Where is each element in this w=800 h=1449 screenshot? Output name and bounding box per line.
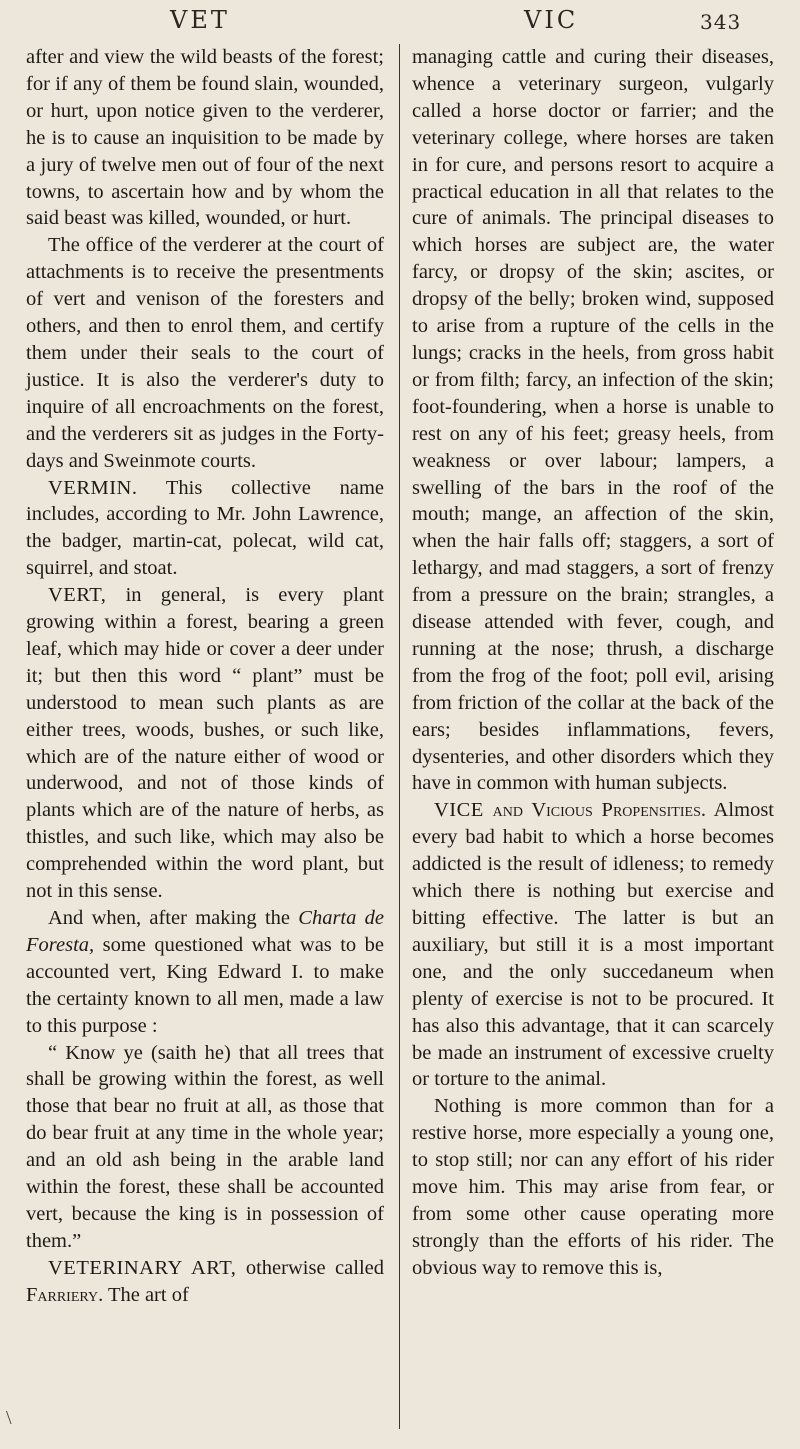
veterinary-text-tail: The art of — [103, 1283, 189, 1306]
entry-vermin — [26, 475, 384, 583]
column-divider — [399, 44, 400, 1429]
paragraph-veterinary-continued: managing cattle and curing their diseases, whence a veterinary surgeon, vulgarly called a horse doctor or farrier; and the veterinary college, where horses are taken in for cure, and persons resort to acquire a practical education in all that relates to the cure of animals. The principal diseases to which horses are subject are, the water farcy, or dropsy of the skin; ascites, or dropsy of the belly; broken wind, supposed to arise from a rupture of the cells in the lungs; cracks in the heels, from gross habit or from filth; farcy, an infection of the skin; foot-foundering, when a horse is unable to rest on any of his feet; greasy heels, from weakness or over labour; lampers, a swelling of the bars in the roof of the mouth; mange, an affection of the skin, when the hair falls off; staggers, a sort of lethargy, and mad staggers, a sort of frenzy from a pressure on the brain; strangles, a disease attended with fever, cough, and running at the nose; thrush, a discharge from the frog of the foot; poll evil, arising from friction of the collar at the back of the ears; besides inflammations, fevers, dysenteries, and other disorders which they have in common with human subjects. — [412, 46, 774, 795]
entry-heading-vice-smallcaps: and Vicious Propensities. — [483, 799, 706, 822]
entry-heading-vermin: VERMIN. — [48, 476, 138, 499]
entry-heading-veterinary: VETERINARY ART, — [48, 1256, 237, 1279]
paragraph-quote: “ Know ye (saith he) that all trees that shall be growing within the forest, as well those that bear no fruit at all, as those that do bear fruit at any time in the whole year; and an old ash being in the arable land within the forest, these shall be accounted vert, because the king is in possession of them.” — [26, 1041, 384, 1252]
entry-text-vermin: This collective name includes, according to Mr. John Lawrence, the badger, martin-cat, polecat, wild cat, squirrel, and stoat. — [26, 476, 384, 580]
charta-text-a: And when, after making the — [48, 907, 299, 929]
entry-veterinary-art — [26, 1255, 384, 1309]
veterinary-smallcaps: Farriery. — [26, 1283, 104, 1306]
running-head-middle: VIC — [524, 6, 579, 34]
margin-mark: \ — [6, 1407, 12, 1429]
page-number: 343 — [700, 10, 742, 34]
entry-text-vice: Almost every bad habit to which a horse becomes addicted is the result of idleness; to remedy which there is nothing but exercise and bitting effective. The latter is but an auxiliary, but still it is a most important one, and the only succedaneum when plenty of exercise is not to be procured. It has also this advantage, that it can scarcely be made an instrument of excessive cruelty or torture to the animal. — [412, 799, 774, 1091]
entry-heading-vert: VERT, — [48, 584, 107, 607]
paragraph-verderer-office: The office of the verderer at the court of attachments is to receive the presentments of vert and venison of the foresters and others, and then to enrol them, and certify them under their seals to the court of justice. It is also the verderer's duty to inquire of all encroachments on the forest, and the verderers sit as judges in the Forty-days and Sweinmote courts. — [26, 234, 384, 472]
veterinary-text-mid: otherwise called — [236, 1256, 384, 1279]
left-column — [26, 44, 384, 1309]
entry-text-vert: in general, is every plant growing within a forest, bearing a green leaf, which may hide or cover a deer under it; but then this word “ plant” must be understood to mean such plants as are either trees, woods, bushes, or such like, which are of the nature either of wood or underwood, and not of those kinds of plants which are of the nature of herbs, as thistles, and such like, which may also be comprehended within the word plant, but not in this sense. — [26, 584, 384, 903]
entry-vice — [412, 797, 774, 1093]
running-head-left: VET — [170, 6, 230, 34]
paragraph-charta — [26, 905, 384, 1040]
paragraph-verderer-continued: after and view the wild beasts of the forest; for if any of them be found slain, wounded, or hurt, upon notice given to the verderer, he is to cause an inquisition to be made by a jury of twelve men out of four of the next towns, to ascertain how and by whom the said beast was killed, wounded, or hurt. — [26, 46, 384, 230]
charta-title: Charta de Foresta, — [26, 907, 384, 956]
right-column — [412, 44, 774, 1282]
charta-text-b: some questioned what was to be accounted vert, King Edward I. to make the certainty known to all men, made a law to this purpose : — [26, 933, 384, 1037]
entry-heading-vice: VICE — [434, 799, 484, 822]
entry-vert — [26, 582, 384, 905]
paragraph-restive-horse: Nothing is more common than for a restive horse, more especially a young one, to stop still; nor can any effort of his rider move him. This may arise from fear, or from some other cause operating more strongly than the efforts of his rider. The obvious way to remove this is, — [412, 1095, 774, 1279]
